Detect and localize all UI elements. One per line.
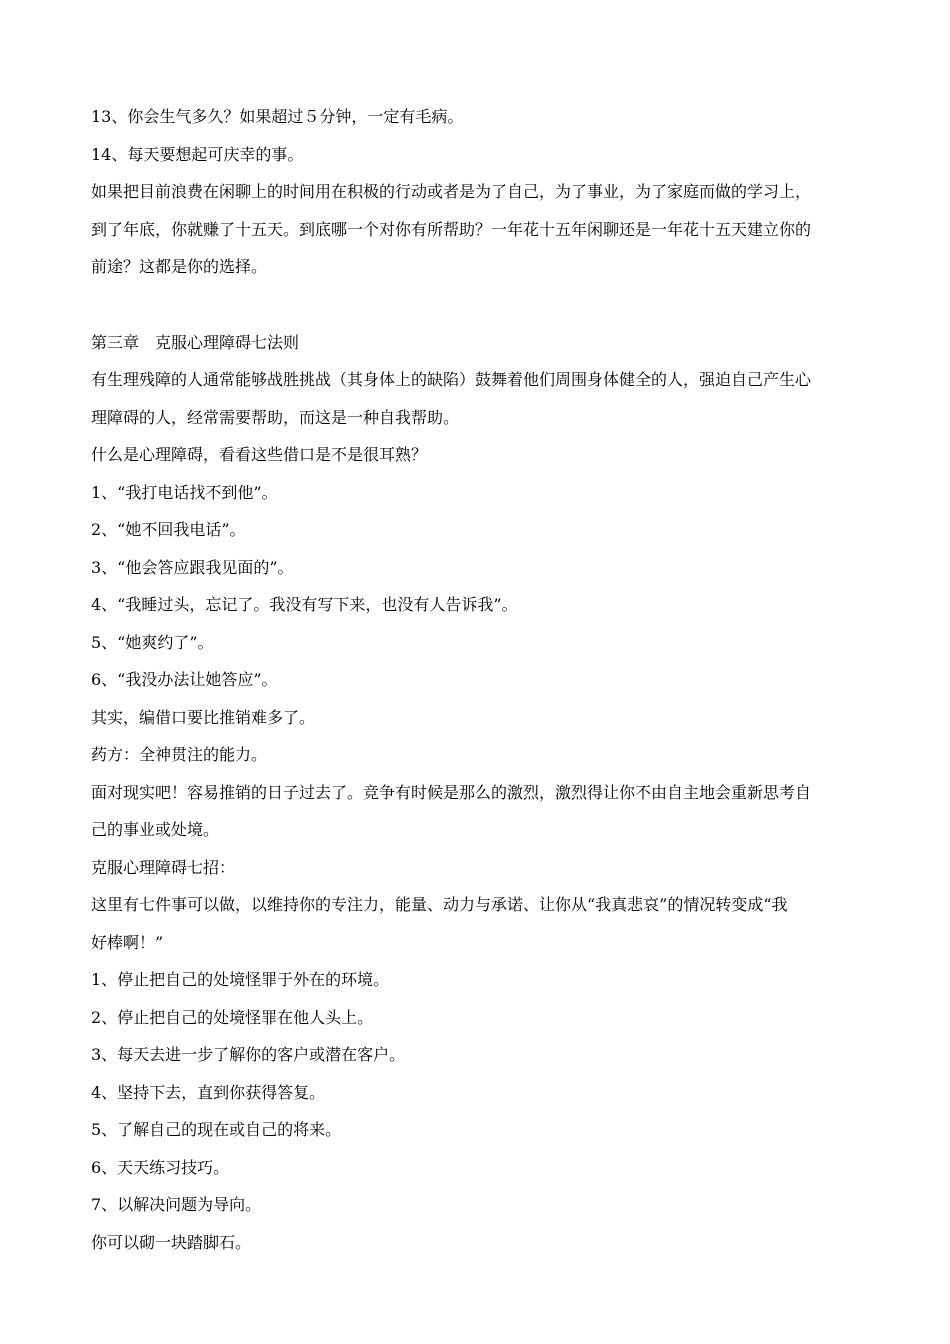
- step-item: 6、天天练习技巧。: [91, 1157, 230, 1177]
- paragraph-time-waste: [91, 173, 851, 286]
- section-gap: [91, 286, 851, 324]
- paragraph-line: 理障碍的人，经常需要帮助，而这是一种自我帮助。: [91, 407, 460, 427]
- paragraph-line: 这里有七件事可以做，以维持你的专注力，能量、动力与承诺、让你从“我真悲哀”的情况转变成“我: [91, 895, 788, 914]
- paragraph-line: 有生理残障的人通常能够战胜挑战（其身体上的缺陷）鼓舞着他们周围身体健全的人，强迫自己产生心: [91, 370, 812, 389]
- excuse-item: 6、“我没办法让她答应”。: [91, 670, 278, 689]
- paragraph-line: 如果把目前浪费在闲聊上的时间用在积极的行动或者是为了自己，为了事业，为了家庭而做的学习上，: [91, 182, 812, 201]
- excuse-item: 5、“她爽约了”。: [91, 632, 214, 652]
- paragraph-remedy: 药方：全神贯注的能力。: [91, 745, 268, 764]
- document-page: [91, 98, 851, 1261]
- paragraph-line: 面对现实吧！容易推销的日子过去了。竞争有时候是那么的激烈，激烈得让你不由自主地会重新思考自: [91, 782, 812, 802]
- paragraph-line: 到了年底，你就赚了十五天。到底哪一个对你有所帮助？一年花十五年闲聊还是一年花十五天建立你的: [91, 219, 812, 239]
- step-item: 7、以解决问题为导向。: [91, 1195, 262, 1214]
- item-13: 13、你会生气多久？如果超过５分钟，一定有毛病。: [91, 107, 464, 126]
- step-item: 5、了解自己的现在或自己的将来。: [91, 1120, 342, 1139]
- paragraph-intro: [91, 361, 851, 436]
- paragraph-last: 你可以砌一块踏脚石。: [91, 1232, 252, 1252]
- paragraph-line: 好棒啊！”: [91, 932, 164, 952]
- step-item: 2、停止把自己的处境怪罪在他人头上。: [91, 1007, 374, 1027]
- paragraph-line: 前途？这都是你的选择。: [91, 257, 268, 276]
- paragraph-line: 己的事业或处境。: [91, 820, 220, 839]
- step-item: 1、停止把自己的处境怪罪于外在的环境。: [91, 970, 390, 989]
- step-item: 4、坚持下去，直到你获得答复。: [91, 1082, 326, 1102]
- excuse-item: 4、“我睡过头，忘记了。我没有写下来，也没有人告诉我”。: [91, 595, 518, 614]
- excuse-item: 3、“他会答应跟我见面的”。: [91, 557, 294, 577]
- item-14: 14、每天要想起可庆幸的事。: [91, 144, 304, 164]
- chapter-title: 第三章 克服心理障碍七法则: [91, 332, 300, 352]
- excuse-item: 1、“我打电话找不到他”。: [91, 482, 278, 502]
- seven-steps-title: 克服心理障碍七招：: [91, 857, 236, 877]
- paragraph-face-reality: [91, 774, 851, 849]
- step-item: 3、每天去进一步了解你的客户或潜在客户。: [91, 1045, 406, 1064]
- paragraph-actually: 其实，编借口要比推销难多了。: [91, 707, 316, 727]
- excuse-item: 2、“她不回我电话”。: [91, 520, 246, 539]
- paragraph-question: 什么是心理障碍，看看这些借口是不是很耳熟？: [91, 445, 428, 464]
- paragraph-seven-intro: [91, 886, 851, 961]
